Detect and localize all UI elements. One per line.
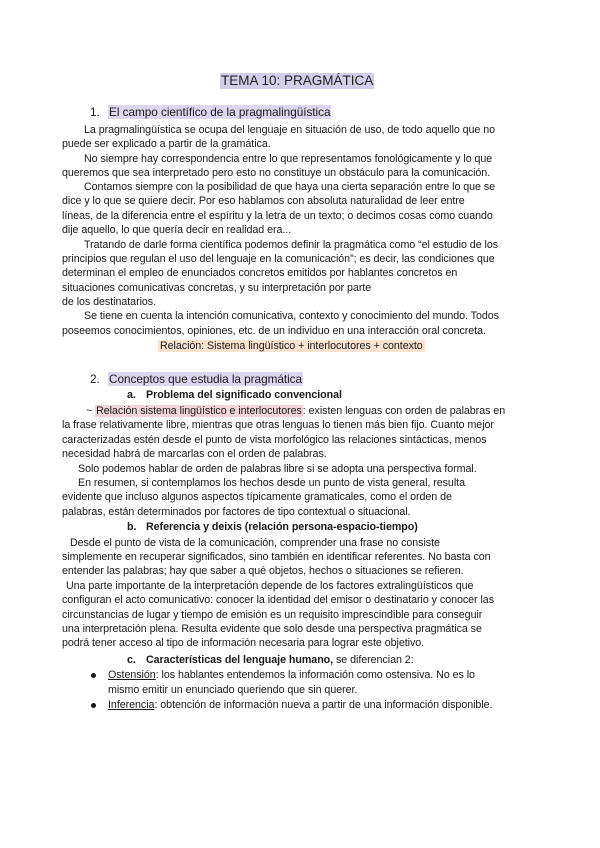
bullet-term: Inferencia [108,699,155,711]
sub-c-rest: se diferencian 2: [333,654,414,666]
s1-line-12: de los destinatarios. [62,296,157,308]
s2a-line-4: Solo podemos hablar de orden de palabras libre si se adopta una perspectiva formal. [78,463,477,475]
s2b-line-2: entender las palabras; hay que saber a qué objetos, hechos o situaciones se refieren. [62,565,464,577]
s2b-line-3: Una parte importante de la interpretación depende de los factores extralingüísticos que [66,580,474,592]
tilde-mark: ~ [86,405,93,417]
sub-c-letter: c. [127,654,136,666]
s2b-line-0: Desde el punto de vista de la comunicación, comprender una frase no consiste [70,537,440,549]
section2-number: 2. [90,372,100,386]
section1-heading: El campo científico de la pragmalingüística [109,105,331,119]
sub-a-letter: a. [127,389,136,401]
bullet-text: : los hablantes entendemos la información como ostensiva. No es lo [155,669,475,681]
s1-line-2: No siempre hay correspondencia entre lo que representamos fonológicamente y lo que [84,153,493,165]
s2b-line-6: una interpretación plena. Resulta evidente que solo desde una perspectiva pragmática se [62,623,482,635]
page-title: TEMA 10: PRAGMÁTICA [221,73,374,88]
bullet-ostension-cont: mismo emitir un enunciado queriendo que sin querer. [108,684,358,696]
s1-line-13: Se tiene en cuenta la intención comunicativa, contexto y conocimiento del mundo. Todos [84,310,499,322]
bullet-inferencia [108,698,492,712]
bullet-ostension [108,668,475,682]
s2b-line-5: circunstancias de lugar y tiempo de emisión es un requisito imprescindible para conseguir [62,609,483,621]
s2a-line-2: caracterizadas estén desde el punto de vista morfológico las relaciones sintácticas, menos [62,434,487,446]
s1-line-14: poseemos conocimientos, opiniones, etc. de un individuo en una interacción oral concreta. [62,325,486,337]
s1-line-6: líneas, de la diferencia entre el espíritu y la letra de un texto; o decimos cosas como cuando [62,210,493,222]
s1-line-7: dije aquello, lo que quería decir en realidad era... [62,224,292,236]
sub-c-line [146,653,414,667]
s1-line-8: Tratando de darle forma científica podemos definir la pragmática como “el estudio de los [84,239,499,251]
s1-line-0: La pragmalingüística se ocupa del lenguaje en situación de uso, de todo aquello que no [84,124,496,136]
s2a-line-0 [86,404,505,418]
s2b-line-7: podrá tener acceso al tipo de información necesaria para lograr este objetivo. [62,637,425,649]
s1-line-11: situaciones comunicativas concretas, y su interpretación por parte [62,282,372,294]
s2a-line-3: necesidad habrá de marcarlas con el orden de palabras. [62,448,327,460]
bullet-dot-icon [91,673,96,678]
relation-highlight: Relación sistema lingüístico e interlocutores [96,405,302,417]
sub-a-title: Problema del significado convencional [146,389,342,401]
s2a-line-1: la frase relativamente libre, mientras que otras lenguas lo tienen más bien fijo. Cuanto mejor [62,419,494,431]
sub-b-letter: b. [127,521,137,533]
bullet-term: Ostensión [108,669,156,681]
s1-line-3: queremos que sea interpretado pero esto no constituye un obstáculo para la comunicación. [62,167,491,179]
s2b-line-4: configuran el acto comunicativo: conocer la identidad del emisor o destinatario y conocer las [62,594,494,606]
s1-line-10: determinan el empleo de enunciados concretos emitidos por hablantes concretos en [62,267,458,279]
s2a-line-7: palabras, están determinados por factores de tipo contextual o situacional. [62,506,411,518]
s2a-line-5: En resumen, si contemplamos los hechos desde un punto de vista general, resulta [78,477,465,489]
bullet-text: : obtención de información nueva a partir de una información disponible. [154,699,493,711]
relation-line: Relación: Sistema lingüístico + interlocutores + contexto [160,340,423,352]
section2-heading: Conceptos que estudia la pragmática [109,372,303,386]
s1-line-1: puede ser explicado a partir de la gramática. [62,138,271,150]
bullet-dot-icon [91,703,96,708]
s2b-line-1: simplemente en recuperar significados, sino también en identificar referentes. No basta con [62,551,491,563]
s1-line-9: principios que regulan el uso del lenguaje en la comunicación”; es decir, las condiciones que [62,253,495,265]
s1-line-4: Contamos siempre con la posibilidad de que haya una cierta separación entre lo que se [84,181,496,193]
sub-c-title: Características del lenguaje humano, [146,654,334,666]
s2a-first-rest: : existen lenguas con orden de palabras en [302,405,506,417]
sub-b-title: Referencia y deixis (relación persona-espacio-tiempo) [146,521,418,533]
section1-number: 1. [90,105,100,119]
s1-line-5: dice y lo que se quiere decir. Por eso hablamos con absoluta naturalidad de leer entre [62,195,465,207]
s2a-line-6: evidente que incluso algunos aspectos típicamente gramaticales, como el orden de [62,491,452,503]
